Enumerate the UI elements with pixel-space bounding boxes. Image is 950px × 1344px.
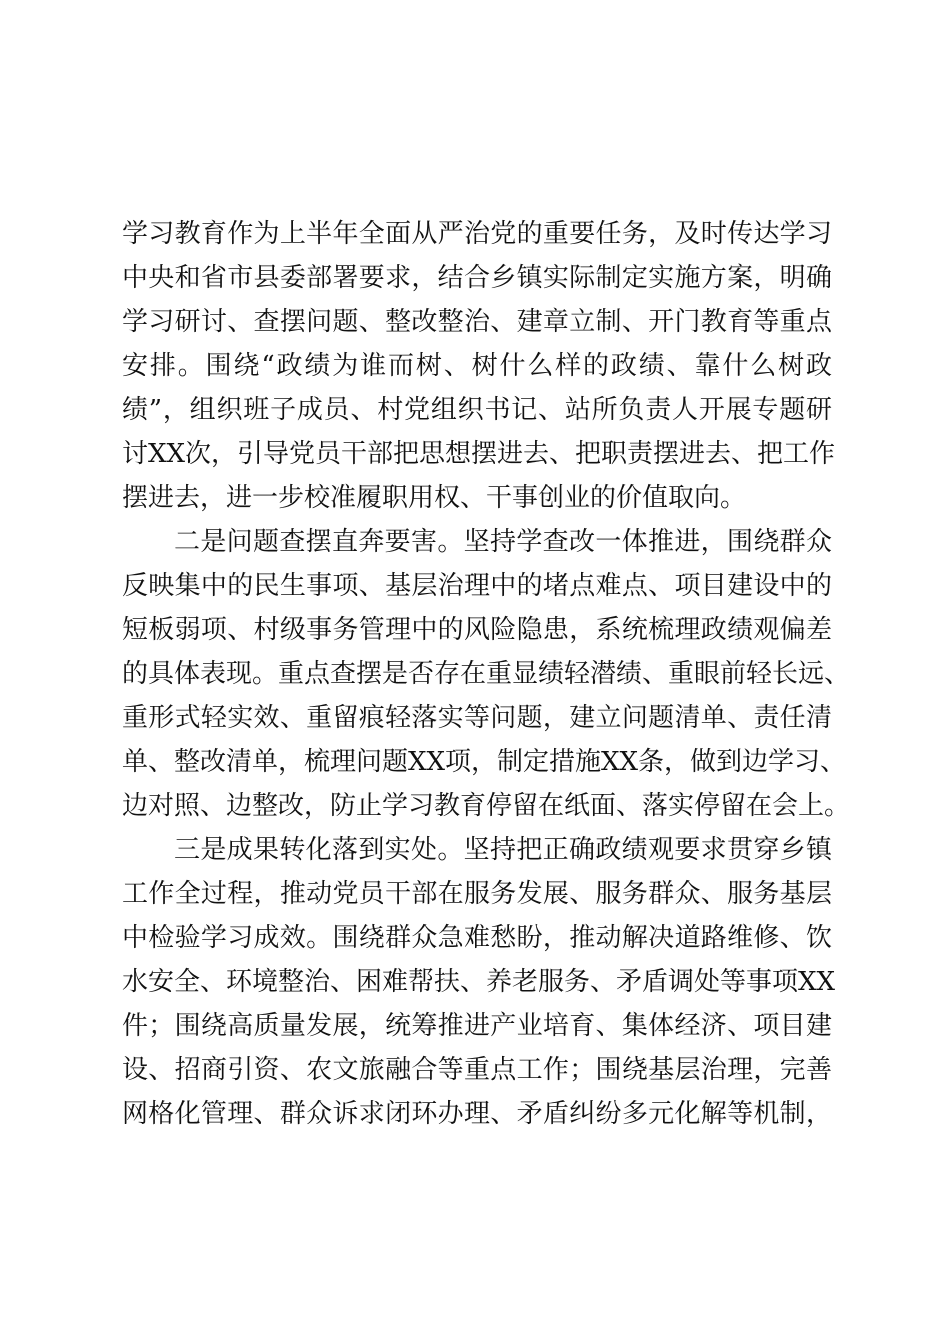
paragraph-3-line-6: 设、招商引资、农文旅融合等重点工作；围绕基层治理，完善 [122,1055,832,1085]
paragraph-3-line-4: 水安全、环境整治、困难帮扶、养老服务、矛盾调处等事项XX [122,967,836,997]
paragraph-3-line-1: 三是成果转化落到实处。坚持把正确政绩观要求贯穿乡镇 [174,835,832,865]
paragraph-3-line-7: 网格化管理、群众诉求闭环办理、矛盾纠纷多元化解等机制， [122,1099,832,1129]
paragraph-3-line-5: 件；围绕高质量发展，统筹推进产业培育、集体经济、项目建 [122,1011,832,1041]
paragraph-2-line-1: 二是问题查摆直奔要害。坚持学查改一体推进，围绕群众 [174,527,832,557]
paragraph-1-line-2: 中央和省市县委部署要求，结合乡镇实际制定实施方案，明确 [122,263,832,293]
paragraph-1-line-5: 绩”，组织班子成员、村党组织书记、站所负责人开展专题研 [122,395,832,425]
paragraph-2-line-2: 反映集中的民生事项、基层治理中的堵点难点、项目建设中的 [122,571,832,601]
paragraph-1-line-3: 学习研讨、查摆问题、整改整治、建章立制、开门教育等重点 [122,307,832,337]
paragraph-1-line-4: 安排。围绕“政绩为谁而树、树什么样的政绩、靠什么树政 [122,351,832,381]
paragraph-2-line-4: 的具体表现。重点查摆是否存在重显绩轻潜绩、重眼前轻长远、 [122,659,851,689]
paragraph-2-line-5: 重形式轻实效、重留痕轻落实等问题，建立问题清单、责任清 [122,703,832,733]
paragraph-3-line-2: 工作全过程，推动党员干部在服务发展、服务群众、服务基层 [122,879,832,909]
paragraph-3-line-3: 中检验学习成效。围绕群众急难愁盼，推动解决道路维修、饮 [122,923,832,953]
paragraph-1-line-7: 摆进去，进一步校准履职用权、干事创业的价值取向。 [122,483,747,513]
paragraph-2-line-3: 短板弱项、村级事务管理中的风险隐患，系统梳理政绩观偏差 [122,615,832,645]
paragraph-1-line-1: 学习教育作为上半年全面从严治党的重要任务，及时传达学习 [122,219,832,249]
paragraph-1-line-6: 讨XX次，引导党员干部把思想摆进去、把职责摆进去、把工作 [122,439,836,469]
paragraph-2-line-7: 边对照、边整改，防止学习教育停留在纸面、落实停留在会上。 [122,791,851,821]
paragraph-2-line-6: 单、整改清单，梳理问题XX项，制定措施XX条，做到边学习、 [122,747,847,777]
